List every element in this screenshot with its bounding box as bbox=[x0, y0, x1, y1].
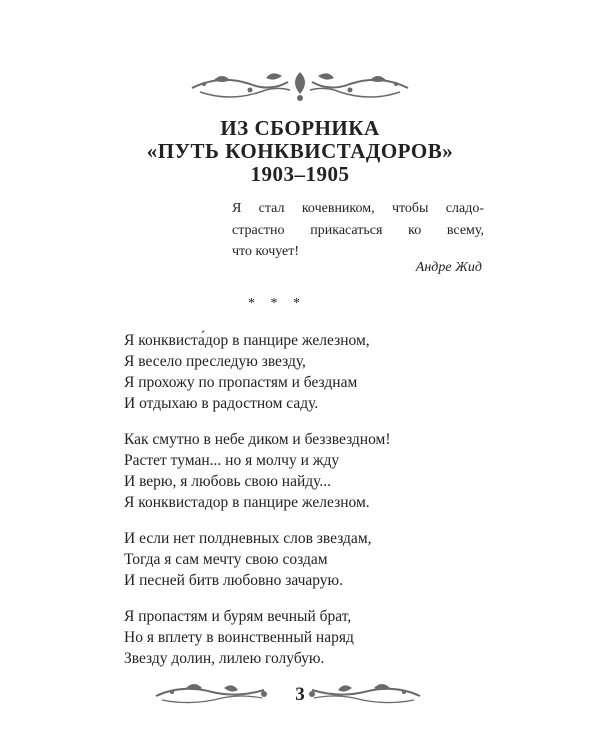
section-title: ИЗ СБОРНИКА bbox=[220, 116, 380, 140]
poem-line: И отдыхаю в радостном саду. bbox=[124, 395, 319, 412]
poem-line: Я конквистадор в панцире железном. bbox=[124, 494, 370, 511]
poem-line: Тогда я сам мечту свою создам bbox=[124, 551, 328, 568]
epigraph bbox=[232, 198, 484, 263]
stanza-4 bbox=[124, 606, 484, 669]
stanza-3 bbox=[124, 528, 484, 591]
asterism-divider: * * * bbox=[248, 296, 300, 311]
epigraph-author: Андре Жид bbox=[415, 260, 482, 275]
stanza-2 bbox=[124, 429, 484, 513]
poem-line: Звезду долин, лилею голубую. bbox=[124, 650, 325, 667]
poem-line: Я весело преследую звезду, bbox=[124, 353, 306, 370]
poem-line: Но я вплету в воинственный наряд bbox=[124, 629, 354, 646]
collection-title: «ПУТЬ КОНКВИСТАДОРОВ» bbox=[146, 139, 454, 163]
epigraph-line: Я стал кочевником, чтобы сладо- bbox=[232, 201, 484, 216]
poem-line: Растет туман... но я молчу и жду bbox=[124, 452, 340, 469]
poem-line: И песней битв любовно зачарую. bbox=[124, 572, 343, 589]
collection-years: 1903–1905 bbox=[250, 162, 350, 186]
poem-line: И если нет полдневных слов звездам, bbox=[124, 530, 372, 547]
poem-line: Я прохожу по пропастям и безднам bbox=[124, 374, 358, 391]
epigraph-line: что кочует! bbox=[232, 244, 300, 259]
poem-line: Как смутно в небе диком и беззвездном! bbox=[124, 431, 391, 448]
floral-ornament-icon bbox=[190, 68, 410, 104]
page-number: 3 bbox=[295, 684, 305, 705]
stanza-1 bbox=[124, 330, 484, 414]
flourish-right-icon bbox=[304, 680, 424, 706]
poem-line: И верю, я любовь свою найду... bbox=[124, 473, 331, 490]
epigraph-line: страстно прикасаться ко всему, bbox=[232, 222, 484, 238]
poem-line: Я конквиста́дор в панцире железном, bbox=[124, 332, 370, 349]
poem-line: Я пропастям и бурям вечный брат, bbox=[124, 608, 352, 625]
